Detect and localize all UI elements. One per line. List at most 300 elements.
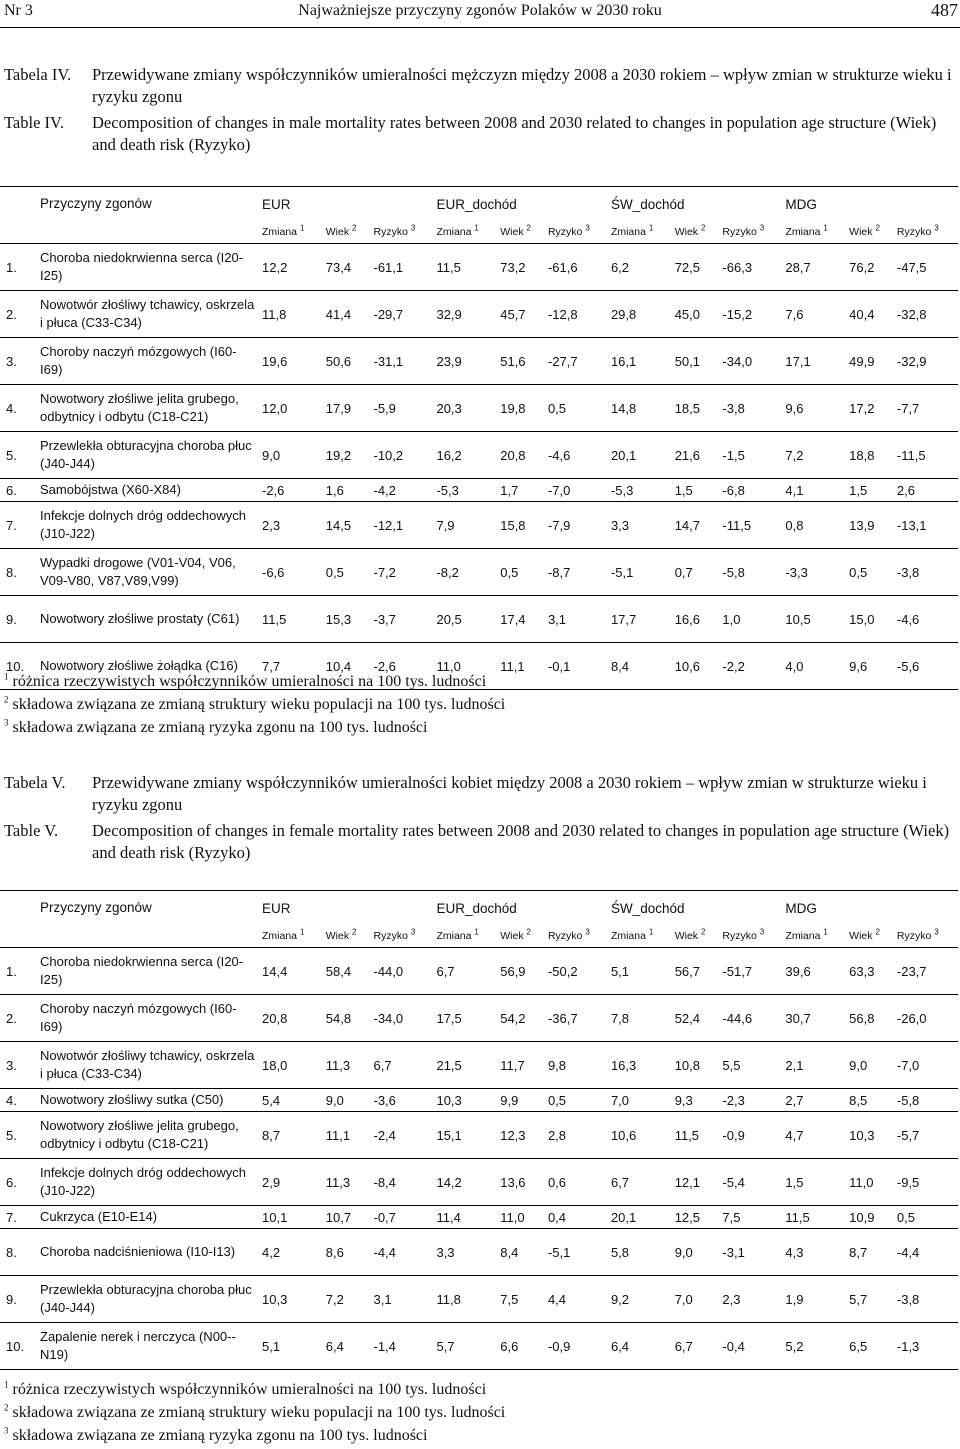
value-cell: 2,6: [895, 479, 958, 502]
cause-name: Nowotwory złośliwe jelita grubego, odbytnicy i odbytu (C18-C21): [38, 385, 260, 432]
value-cell: 7,2: [324, 1276, 372, 1323]
table5-caption-text-pl: Przewidywane zmiany współczynników umieralności kobiet między 2008 a 2030 rokiem – wpływ zmian w strukturze wieku i ryzyku zgonu: [92, 773, 927, 814]
value-cell: 15,8: [498, 502, 546, 549]
table-row: [0, 549, 958, 596]
value-cell: 14,2: [434, 1159, 498, 1206]
subheader-label: Wiek: [674, 226, 699, 238]
value-cell: 11,5: [783, 1206, 847, 1229]
footnote-marker: 2: [700, 927, 706, 937]
value-cell: -7,7: [895, 385, 958, 432]
cause-name: Nowotwory złośliwe żołądka (C16): [38, 643, 260, 690]
value-cell: 21,6: [673, 432, 721, 479]
table4-caption-pl: [4, 64, 956, 108]
value-cell: 10,6: [673, 643, 721, 690]
value-cell: 17,1: [783, 338, 847, 385]
footnote-marker: 2: [526, 927, 531, 937]
value-cell: 13,6: [498, 1159, 546, 1206]
value-cell: -47,5: [895, 244, 958, 291]
value-cell: 2,1: [783, 1042, 847, 1089]
subheader-cell: [895, 925, 958, 948]
subheader-label: Ryzyko: [547, 226, 583, 238]
value-cell: 12,1: [673, 1159, 721, 1206]
value-cell: 63,3: [847, 948, 895, 995]
subheader-cell: [498, 221, 546, 244]
subheader-row: [0, 925, 958, 948]
table4-label-en: Table IV.: [4, 113, 64, 132]
cause-name: Nowotwory złośliwy sutka (C50): [38, 1089, 260, 1112]
row-number: 9.: [0, 596, 38, 643]
value-cell: 20,8: [260, 995, 324, 1042]
value-cell: 18,5: [673, 385, 721, 432]
value-cell: 20,8: [498, 432, 546, 479]
value-cell: 41,4: [324, 291, 372, 338]
table-row: [0, 1229, 958, 1276]
value-cell: -10,2: [371, 432, 434, 479]
value-cell: 0,6: [546, 1159, 609, 1206]
value-cell: 50,1: [673, 338, 721, 385]
value-cell: -8,4: [371, 1159, 434, 1206]
value-cell: 49,9: [847, 338, 895, 385]
subheader-cell: [434, 221, 498, 244]
subheader-label: Wiek: [500, 226, 524, 238]
subheader-label: Wiek: [325, 930, 350, 942]
value-cell: 4,0: [783, 643, 847, 690]
value-cell: -5,8: [720, 549, 783, 596]
value-cell: 1,9: [783, 1276, 847, 1323]
footnote-text: różnica rzeczywistych współczynników umieralności na 100 tys. ludności: [12, 1381, 487, 1398]
table-row: [0, 502, 958, 549]
table4-notes: [4, 670, 505, 739]
value-cell: 8,5: [847, 1089, 895, 1112]
value-cell: 28,7: [783, 244, 847, 291]
value-cell: 14,7: [673, 502, 721, 549]
group-header-row: [0, 187, 958, 222]
value-cell: 13,9: [847, 502, 895, 549]
subheader-cell: [847, 925, 895, 948]
value-cell: 72,5: [673, 244, 721, 291]
subheader-cell: [434, 925, 498, 948]
value-cell: 30,7: [783, 995, 847, 1042]
group-header: EUR: [260, 891, 434, 926]
value-cell: -5,6: [895, 643, 958, 690]
value-cell: -11,5: [895, 432, 958, 479]
footnote-text: składowa związana ze zmianą ryzyka zgonu na 100 tys. ludności: [12, 719, 428, 736]
running-header: [0, 0, 960, 24]
value-cell: 2,7: [783, 1089, 847, 1112]
value-cell: -0,7: [371, 1206, 434, 1229]
value-cell: -2,6: [371, 643, 434, 690]
value-cell: 6,7: [371, 1042, 434, 1089]
value-cell: 20,5: [434, 596, 498, 643]
value-cell: 2,3: [720, 1276, 783, 1323]
subheader-label: Wiek: [849, 930, 873, 942]
value-cell: 2,9: [260, 1159, 324, 1206]
value-cell: 7,9: [434, 502, 498, 549]
value-cell: 20,3: [434, 385, 498, 432]
cause-name: Cukrzyca (E10-E14): [38, 1206, 260, 1229]
table-row: [0, 1159, 958, 1206]
value-cell: -7,9: [546, 502, 609, 549]
value-cell: 5,8: [609, 1229, 673, 1276]
subheader-label: Zmiana: [436, 226, 472, 238]
value-cell: 11,0: [847, 1159, 895, 1206]
value-cell: 11,0: [434, 643, 498, 690]
group-header: MDG: [783, 187, 958, 222]
value-cell: 10,3: [260, 1276, 324, 1323]
value-cell: 11,3: [324, 1159, 372, 1206]
cause-name: Choroba nadciśnieniowa (I10-I13): [38, 1229, 260, 1276]
table5-label-en: Table V.: [4, 821, 59, 840]
value-cell: 11,5: [673, 1112, 721, 1159]
table-row: [0, 291, 958, 338]
row-number: 1.: [0, 948, 38, 995]
group-header: EUR_dochód: [434, 187, 608, 222]
cause-name: Przewlekła obturacyjna choroba płuc (J40-J44): [38, 1276, 260, 1323]
value-cell: 5,7: [847, 1276, 895, 1323]
value-cell: -4,4: [371, 1229, 434, 1276]
footnote-marker: 1: [823, 927, 828, 937]
row-number: 3.: [0, 338, 38, 385]
value-cell: 8,4: [498, 1229, 546, 1276]
value-cell: 10,3: [434, 1089, 498, 1112]
value-cell: 0,5: [324, 549, 372, 596]
cause-name: Choroba niedokrwienna serca (I20-I25): [38, 244, 260, 291]
value-cell: -31,1: [371, 338, 434, 385]
subheader-label: Wiek: [674, 930, 699, 942]
table4-caption-en: [4, 112, 956, 156]
row-number: 10.: [0, 643, 38, 690]
running-title: Najważniejsze przyczyny zgonów Polaków w 2030 roku: [298, 2, 662, 19]
subheader-label: Wiek: [325, 226, 350, 238]
value-cell: 2,3: [260, 502, 324, 549]
table-row: [0, 479, 958, 502]
footnote: [4, 1401, 505, 1424]
value-cell: -26,0: [895, 995, 958, 1042]
value-cell: 4,3: [783, 1229, 847, 1276]
value-cell: -44,6: [720, 995, 783, 1042]
table-row: [0, 995, 958, 1042]
value-cell: -5,9: [371, 385, 434, 432]
cause-name: Wypadki drogowe (V01-V04, V06, V09-V80, V87,V89,V99): [38, 549, 260, 596]
value-cell: -1,3: [895, 1323, 958, 1370]
value-cell: 3,3: [434, 1229, 498, 1276]
subheader-cell: [609, 925, 673, 948]
value-cell: 7,8: [609, 995, 673, 1042]
value-cell: 9,0: [324, 1089, 372, 1112]
value-cell: 3,1: [546, 596, 609, 643]
footnote: [4, 693, 505, 716]
value-cell: 52,4: [673, 995, 721, 1042]
cause-name: Nowotwory złośliwe jelita grubego, odbytnicy i odbytu (C18-C21): [38, 1112, 260, 1159]
footnote-marker: 3: [759, 927, 765, 937]
value-cell: 2,8: [546, 1112, 609, 1159]
value-cell: 14,4: [260, 948, 324, 995]
value-cell: 9,0: [260, 432, 324, 479]
table5-caption-text-en: Decomposition of changes in female mortality rates between 2008 and 2030 related to changes in population age structure (Wiek) and death risk (Ryzyko): [92, 821, 950, 862]
value-cell: 1,7: [498, 479, 546, 502]
value-cell: 19,2: [324, 432, 372, 479]
value-cell: 11,8: [260, 291, 324, 338]
cause-name: Choroba niedokrwienna serca (I20-I25): [38, 948, 260, 995]
value-cell: 17,4: [498, 596, 546, 643]
value-cell: -5,3: [609, 479, 673, 502]
value-cell: 39,6: [783, 948, 847, 995]
table4-caption-text-pl: Przewidywane zmiany współczynników umieralności mężczyzn między 2008 a 2030 rokiem – wpływ zmian w strukturze wieku i ryzyku zgonu: [92, 65, 952, 106]
row-number: 7.: [0, 502, 38, 549]
value-cell: 6,6: [498, 1323, 546, 1370]
subheader-cell: [673, 221, 721, 244]
footnote-marker: 3: [934, 223, 939, 233]
table-row: [0, 1042, 958, 1089]
value-cell: -5,8: [895, 1089, 958, 1112]
value-cell: 10,9: [847, 1206, 895, 1229]
value-cell: -32,8: [895, 291, 958, 338]
table-row: [0, 1112, 958, 1159]
value-cell: -12,8: [546, 291, 609, 338]
value-cell: -3,8: [895, 549, 958, 596]
cause-column-header: Przyczyny zgonów: [38, 891, 260, 926]
value-cell: 16,1: [609, 338, 673, 385]
value-cell: -3,3: [783, 549, 847, 596]
value-cell: 8,6: [324, 1229, 372, 1276]
value-cell: 10,5: [783, 596, 847, 643]
value-cell: 4,1: [783, 479, 847, 502]
subheader-label: Ryzyko: [373, 226, 408, 238]
cause-column-header: Przyczyny zgonów: [38, 187, 260, 222]
value-cell: -1,4: [371, 1323, 434, 1370]
table-row: [0, 1089, 958, 1112]
subheader-cell: [895, 221, 958, 244]
footnote-marker: 2: [4, 694, 9, 705]
subheader-cell: [546, 221, 609, 244]
value-cell: 11,1: [498, 643, 546, 690]
footnote-marker: 2: [352, 927, 357, 937]
value-cell: 17,2: [847, 385, 895, 432]
footnote-marker: 3: [410, 223, 416, 233]
value-cell: 7,0: [673, 1276, 721, 1323]
value-cell: 12,0: [260, 385, 324, 432]
footnote: [4, 1424, 505, 1447]
value-cell: 0,5: [546, 385, 609, 432]
value-cell: -61,6: [546, 244, 609, 291]
value-cell: -5,1: [546, 1229, 609, 1276]
subheader-label: Ryzyko: [722, 226, 757, 238]
table-row: [0, 1206, 958, 1229]
value-cell: 0,7: [673, 549, 721, 596]
row-number: 8.: [0, 1229, 38, 1276]
value-cell: 45,7: [498, 291, 546, 338]
footnote-marker: 2: [4, 1402, 9, 1413]
value-cell: 9,9: [498, 1089, 546, 1112]
value-cell: 15,3: [324, 596, 372, 643]
value-cell: 5,4: [260, 1089, 324, 1112]
subheader-label: Zmiana: [610, 226, 646, 238]
value-cell: 19,8: [498, 385, 546, 432]
value-cell: 12,2: [260, 244, 324, 291]
table4: [0, 186, 958, 690]
value-cell: 15,1: [434, 1112, 498, 1159]
value-cell: 23,9: [434, 338, 498, 385]
value-cell: 40,4: [847, 291, 895, 338]
value-cell: -36,7: [546, 995, 609, 1042]
value-cell: 18,8: [847, 432, 895, 479]
subheader-cell: [546, 925, 609, 948]
value-cell: 7,5: [720, 1206, 783, 1229]
footnote-marker: 1: [474, 223, 479, 233]
footnote-text: składowa związana ze zmianą ryzyka zgonu na 100 tys. ludności: [12, 1427, 428, 1444]
table-row: [0, 1323, 958, 1370]
value-cell: 6,4: [609, 1323, 673, 1370]
row-number: 5.: [0, 432, 38, 479]
value-cell: 21,5: [434, 1042, 498, 1089]
value-cell: -3,8: [720, 385, 783, 432]
value-cell: -66,3: [720, 244, 783, 291]
value-cell: 3,3: [609, 502, 673, 549]
footnote-marker: 2: [526, 223, 531, 233]
value-cell: -12,1: [371, 502, 434, 549]
subheader-cell: [609, 221, 673, 244]
value-cell: -2,4: [371, 1112, 434, 1159]
value-cell: 6,7: [434, 948, 498, 995]
row-number: 6.: [0, 479, 38, 502]
footnote-marker: 2: [700, 223, 706, 233]
row-number: 6.: [0, 1159, 38, 1206]
subheader-label: Ryzyko: [373, 930, 408, 942]
value-cell: -2,3: [720, 1089, 783, 1112]
subheader-cell: [720, 221, 783, 244]
value-cell: 7,2: [783, 432, 847, 479]
value-cell: 56,8: [847, 995, 895, 1042]
value-cell: -7,0: [546, 479, 609, 502]
value-cell: -5,3: [434, 479, 498, 502]
value-cell: 7,5: [498, 1276, 546, 1323]
value-cell: 6,4: [324, 1323, 372, 1370]
cause-name: Infekcje dolnych dróg oddechowych (J10-J22): [38, 502, 260, 549]
subheader-label: Ryzyko: [722, 930, 757, 942]
value-cell: -4,6: [546, 432, 609, 479]
value-cell: -7,0: [895, 1042, 958, 1089]
group-header: MDG: [783, 891, 958, 926]
value-cell: 45,0: [673, 291, 721, 338]
value-cell: -23,7: [895, 948, 958, 995]
footnote-marker: 2: [875, 927, 880, 937]
group-header: EUR_dochód: [434, 891, 608, 926]
value-cell: -34,0: [720, 338, 783, 385]
value-cell: -0,1: [546, 643, 609, 690]
value-cell: -4,4: [895, 1229, 958, 1276]
subheader-label: Zmiana: [610, 930, 646, 942]
row-number: 2.: [0, 291, 38, 338]
footnote-marker: 1: [648, 927, 654, 937]
row-number: 1.: [0, 244, 38, 291]
footnote-marker: 1: [648, 223, 654, 233]
footnote-marker: 2: [352, 223, 357, 233]
value-cell: 9,6: [847, 643, 895, 690]
header-blank: [0, 187, 38, 222]
subheader-label: Zmiana: [436, 930, 472, 942]
value-cell: 11,1: [324, 1112, 372, 1159]
table5-caption-pl: [4, 772, 956, 816]
row-number: 4.: [0, 1089, 38, 1112]
value-cell: 0,5: [546, 1089, 609, 1112]
table5-notes: [4, 1378, 505, 1447]
value-cell: -50,2: [546, 948, 609, 995]
subheader-cell: [371, 925, 434, 948]
value-cell: -51,7: [720, 948, 783, 995]
value-cell: 16,3: [609, 1042, 673, 1089]
table-row: [0, 948, 958, 995]
value-cell: 0,5: [847, 549, 895, 596]
value-cell: 8,7: [847, 1229, 895, 1276]
value-cell: 56,7: [673, 948, 721, 995]
value-cell: -29,7: [371, 291, 434, 338]
value-cell: -34,0: [371, 995, 434, 1042]
value-cell: -32,9: [895, 338, 958, 385]
table5-caption-en: [4, 820, 956, 864]
footnote-marker: 1: [4, 1379, 9, 1390]
value-cell: 73,2: [498, 244, 546, 291]
value-cell: -2,2: [720, 643, 783, 690]
value-cell: 1,5: [673, 479, 721, 502]
value-cell: 11,3: [324, 1042, 372, 1089]
row-number: 2.: [0, 995, 38, 1042]
value-cell: 32,9: [434, 291, 498, 338]
subheader-cell: [324, 925, 372, 948]
subheader-label: Wiek: [849, 226, 873, 238]
value-cell: -0,4: [720, 1323, 783, 1370]
value-cell: 50,6: [324, 338, 372, 385]
value-cell: 5,7: [434, 1323, 498, 1370]
group-header: ŚW_dochód: [609, 891, 783, 926]
value-cell: -11,5: [720, 502, 783, 549]
table-row: [0, 1276, 958, 1323]
value-cell: 54,8: [324, 995, 372, 1042]
value-cell: 0,8: [783, 502, 847, 549]
value-cell: 15,0: [847, 596, 895, 643]
row-number: 7.: [0, 1206, 38, 1229]
footnote: [4, 716, 505, 739]
value-cell: 9,3: [673, 1089, 721, 1112]
subheader-label: Zmiana: [785, 226, 821, 238]
value-cell: 5,1: [609, 948, 673, 995]
subheader-cell: [673, 925, 721, 948]
value-cell: 1,0: [720, 596, 783, 643]
subheader-blank: [38, 221, 260, 244]
value-cell: 18,0: [260, 1042, 324, 1089]
group-header: ŚW_dochód: [609, 187, 783, 222]
footnote-marker: 1: [823, 223, 828, 233]
cause-name: Nowotwory złośliwe prostaty (C61): [38, 596, 260, 643]
subheader-label: Zmiana: [262, 930, 298, 942]
value-cell: -5,7: [895, 1112, 958, 1159]
footnote-marker: 1: [299, 223, 305, 233]
subheader-label: Ryzyko: [896, 930, 932, 942]
footnote-marker: 3: [585, 223, 590, 233]
value-cell: 4,4: [546, 1276, 609, 1323]
row-number: 10.: [0, 1323, 38, 1370]
value-cell: -6,6: [260, 549, 324, 596]
value-cell: 7,6: [783, 291, 847, 338]
value-cell: 8,4: [609, 643, 673, 690]
footnote-marker: 1: [299, 927, 305, 937]
value-cell: 17,5: [434, 995, 498, 1042]
value-cell: 14,5: [324, 502, 372, 549]
value-cell: 19,6: [260, 338, 324, 385]
row-number: 5.: [0, 1112, 38, 1159]
cause-name: Choroby naczyń mózgowych (I60-I69): [38, 995, 260, 1042]
issue-number: Nr 3: [4, 2, 33, 19]
footnote-marker: 3: [4, 1425, 9, 1436]
